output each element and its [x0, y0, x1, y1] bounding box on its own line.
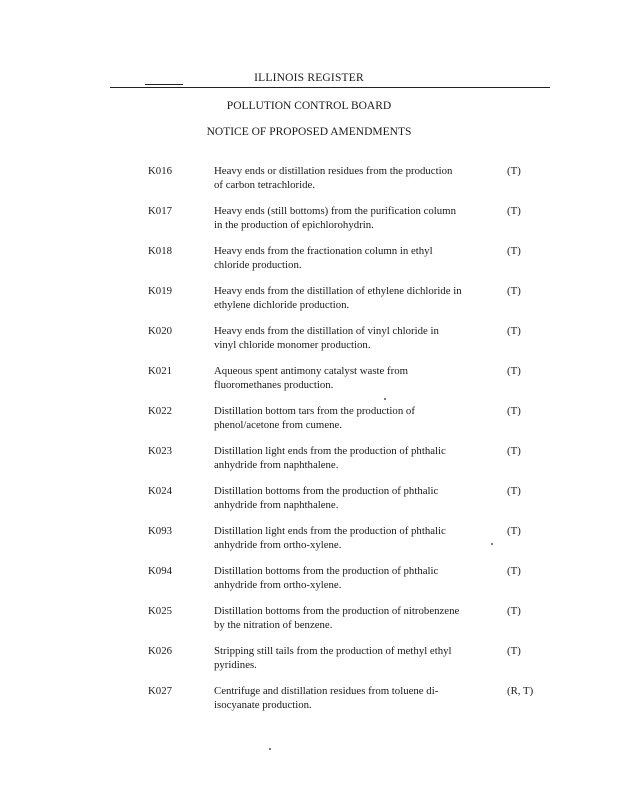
scan-speck — [384, 398, 386, 400]
waste-description: Distillation light ends from the production of phthalic anhydride from naphthalene. — [214, 445, 446, 471]
hazard-code: (T) — [507, 325, 521, 337]
hazard-code: (T) — [507, 525, 521, 537]
waste-description: Stripping still tails from the production of methyl ethyl pyridines. — [214, 645, 452, 671]
hazard-code: (T) — [507, 205, 521, 217]
waste-description: Distillation bottom tars from the production of phenol/acetone from cumene. — [214, 405, 415, 431]
register-title: ILLINOIS REGISTER — [254, 72, 364, 84]
waste-entry — [0, 244, 618, 284]
waste-description: Heavy ends from the fractionation column in ethyl chloride production. — [214, 245, 433, 271]
waste-description: Centrifuge and distillation residues from toluene di- isocyanate production. — [214, 685, 439, 711]
hazard-code: (T) — [507, 285, 521, 297]
waste-description: Distillation bottoms from the production of phthalic anhydride from ortho-xylene. — [214, 565, 439, 591]
waste-code: K026 — [148, 645, 172, 657]
hazard-code: (T) — [507, 165, 521, 177]
hazard-code: (T) — [507, 565, 521, 577]
waste-code: K022 — [148, 405, 172, 417]
waste-code: K093 — [148, 525, 172, 537]
header-rule — [110, 87, 550, 88]
waste-entry — [0, 564, 618, 604]
waste-code: K021 — [148, 365, 172, 377]
hazard-code: (T) — [507, 365, 521, 377]
waste-description: Heavy ends (still bottoms) from the purification column in the production of epichlorohydrin. — [214, 205, 456, 231]
hazard-code: (T) — [507, 445, 521, 457]
hazard-code: (R, T) — [507, 685, 534, 697]
waste-code: K094 — [148, 565, 172, 577]
waste-description: Heavy ends from the distillation of vinyl chloride in vinyl chloride monomer production. — [214, 325, 439, 351]
hazard-code: (T) — [507, 605, 521, 617]
waste-description: Distillation light ends from the production of phthalic anhydride from ortho-xylene. — [214, 525, 446, 551]
hazard-code: (T) — [507, 485, 521, 497]
waste-entry — [0, 484, 618, 524]
waste-entry — [0, 284, 618, 324]
hazard-code: (T) — [507, 245, 521, 257]
waste-entry — [0, 404, 618, 444]
waste-code: K018 — [148, 245, 172, 257]
scan-speck — [269, 748, 271, 750]
waste-entry — [0, 444, 618, 484]
waste-entry — [0, 644, 618, 684]
hazard-code: (T) — [507, 405, 521, 417]
waste-code: K027 — [148, 685, 172, 697]
waste-entry — [0, 164, 618, 204]
header-rule-mark — [145, 84, 183, 85]
waste-entry-list — [0, 164, 618, 724]
waste-entry — [0, 324, 618, 364]
waste-description: Heavy ends or distillation residues from the production of carbon tetrachloride. — [214, 165, 453, 191]
waste-description: Heavy ends from the distillation of ethylene dichloride in ethylene dichloride production. — [214, 285, 462, 311]
waste-code: K025 — [148, 605, 172, 617]
hazard-code: (T) — [507, 645, 521, 657]
waste-entry — [0, 604, 618, 644]
waste-description: Distillation bottoms from the production of nitrobenzene by the nitration of benzene. — [214, 605, 460, 631]
waste-code: K020 — [148, 325, 172, 337]
waste-entry — [0, 204, 618, 244]
waste-entry — [0, 684, 618, 724]
waste-description: Aqueous spent antimony catalyst waste from fluoromethanes production. — [214, 365, 409, 391]
waste-code: K019 — [148, 285, 172, 297]
waste-code: K024 — [148, 485, 172, 497]
waste-entry — [0, 524, 618, 564]
board-name: POLLUTION CONTROL BOARD — [226, 100, 392, 112]
waste-code: K023 — [148, 445, 172, 457]
waste-description: Distillation bottoms from the production of phthalic anhydride from naphthalene. — [214, 485, 439, 511]
scan-speck — [491, 543, 493, 545]
waste-code: K017 — [148, 205, 172, 217]
waste-code: K016 — [148, 165, 172, 177]
notice-title: NOTICE OF PROPOSED AMENDMENTS — [206, 126, 412, 138]
waste-entry — [0, 364, 618, 404]
